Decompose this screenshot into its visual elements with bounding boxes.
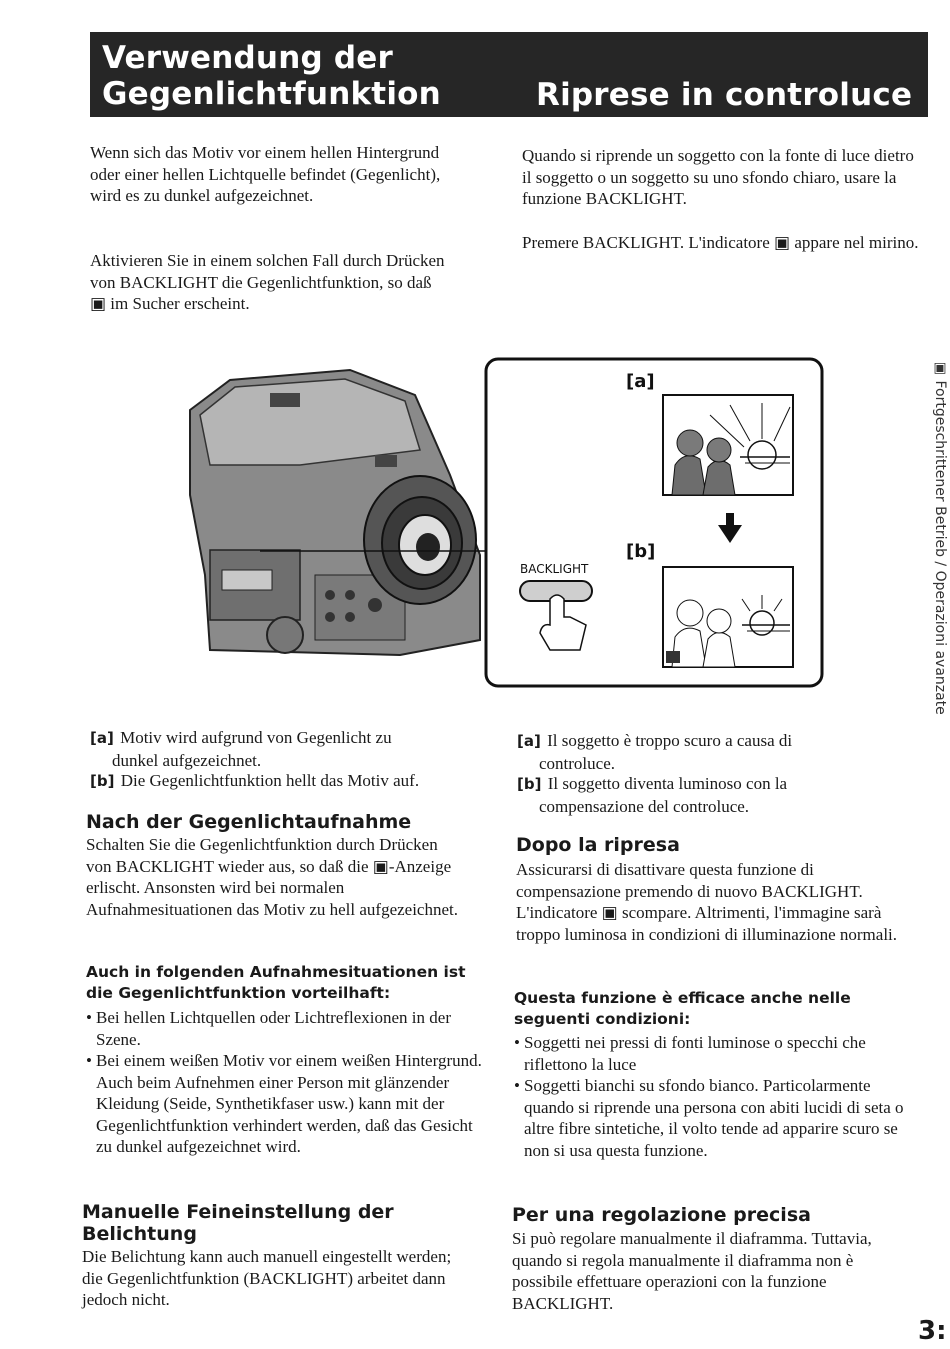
- scene-b-compensated: [663, 567, 793, 667]
- list-item: • Bei hellen Lichtquellen oder Lichtreflexionen in der Szene.: [86, 1007, 484, 1050]
- body-manual-de: Die Belichtung kann auch manuell eingestellt werden; die Gegenlichtfunktion (BACKLIGHT) arbeitet dann jedoch nicht.: [82, 1247, 452, 1309]
- intro-it-paragraph-2: Premere BACKLIGHT. L'indicatore ▣ appare nel mirino.: [522, 233, 919, 252]
- intro-de-paragraph-2: Aktivieren Sie in einem solchen Fall durch Drücken von BACKLIGHT die Gegenlichtfunktion, so daß ▣ im Sucher erscheint.: [90, 251, 445, 313]
- caption-de-a-cont: dunkel aufgezeichnet.: [112, 750, 262, 770]
- page-title-it: Riprese in controluce: [536, 77, 913, 113]
- caption-it-a-cont: controluce.: [539, 753, 615, 773]
- caption-it-a: [517, 730, 897, 774]
- page-title-de: Verwendung der Gegenlichtfunktion: [102, 40, 441, 112]
- list-useful-de: [86, 1007, 484, 1158]
- scene-a-backlit: [663, 395, 793, 495]
- backlight-button-label: BACKLIGHT: [520, 562, 589, 576]
- body-after-de: Schalten Sie die Gegenlichtfunktion durch Drücken von BACKLIGHT wieder aus, so daß die ▣-Anzeige erlischt. Ansonsten wird bei normalen Aufnahmesituationen das Motiv zu hell aufgezeichnet.: [86, 835, 458, 919]
- down-arrow-icon: [718, 513, 742, 543]
- list-useful-it: [514, 1032, 910, 1161]
- illustration-label-a: [a]: [626, 371, 655, 392]
- camcorder-illustration: [190, 370, 480, 655]
- heading-useful-it: Questa funzione è efficace anche nelle seguenti condizioni:: [514, 989, 851, 1028]
- caption-it-a-tag: [a]: [517, 732, 541, 750]
- side-section-label-text: ▣ Fortgeschrittener Betrieb / Operazioni avanzate: [932, 360, 948, 715]
- caption-de-a: [90, 727, 470, 771]
- heading-after-it: Dopo la ripresa: [516, 834, 680, 856]
- heading-manual-it: Per una regolazione precisa: [512, 1204, 811, 1226]
- list-item: • Bei einem weißen Motiv vor einem weißen Hintergrund. Auch beim Aufnehmen einer Person mit glänzender Kleidung (Seide, Synthetikfaser usw.) kann mit der Gegenlichtfunktion verhindert werden, daß das Gesicht zu dunkel aufgezeichnet wird.: [86, 1050, 484, 1158]
- page-number: 3:: [918, 1316, 947, 1346]
- caption-de-a-text: Motiv wird aufgrund von Gegenlicht zu: [120, 728, 392, 747]
- list-item: • Soggetti bianchi su sfondo bianco. Particolarmente quando si riprende una persona con abiti lucidi di seta o altre fibre sintetiche, il volto tende ad apparire scuro se non si usa questa funzione.: [514, 1075, 910, 1161]
- caption-de-b-text: Die Gegenlichtfunktion hellt das Motiv auf.: [120, 771, 420, 790]
- caption-de-a-tag: [a]: [90, 729, 114, 747]
- caption-it-a-text: Il soggetto è troppo scuro a causa di: [547, 731, 793, 750]
- title-banner: [90, 32, 928, 117]
- caption-de-b-tag: [b]: [90, 772, 115, 790]
- intro-it-paragraph-1: Quando si riprende un soggetto con la fonte di luce dietro il soggetto o un soggetto su uno sfondo chiaro, usare la funzione BACKLIGHT.: [522, 146, 914, 208]
- backlight-button-illustration: [520, 562, 592, 650]
- heading-manual-de: Manuelle Feineinstellung der Belichtung: [82, 1201, 394, 1245]
- side-section-label: [930, 360, 950, 740]
- list-item: • Soggetti nei pressi di fonti luminose o specchi che riflettono la luce: [514, 1032, 910, 1075]
- caption-it-b-text: Il soggetto diventa luminoso con la: [547, 774, 788, 793]
- body-after-it: Assicurarsi di disattivare questa funzione di compensazione premendo di nuovo BACKLIGHT. L'indicatore ▣ scompare. Altrimenti, l'immagine sarà troppo luminosa in condizioni di illuminazione normali.: [516, 860, 898, 944]
- illustration-label-b: [b]: [626, 541, 656, 562]
- intro-de-paragraph-1: Wenn sich das Motiv vor einem hellen Hintergrund oder einer hellen Lichtquelle befindet (Gegenlicht), wird es zu dunkel aufgezeichnet.: [90, 143, 441, 205]
- heading-useful-de: Auch in folgenden Aufnahmesituationen ist die Gegenlichtfunktion vorteilhaft:: [86, 963, 466, 1002]
- caption-de-b: [90, 770, 470, 793]
- caption-it-b: [517, 773, 897, 817]
- caption-it-b-cont: compensazione del controluce.: [539, 796, 750, 816]
- backlight-illustration: [150, 355, 830, 690]
- caption-it-b-tag: [b]: [517, 775, 542, 793]
- heading-after-de: Nach der Gegenlichtaufnahme: [86, 811, 412, 833]
- body-manual-it: Si può regolare manualmente il diaframma. Tuttavia, quando si regola manualmente il diaframma non è possibile effettuare operazioni con la funzione BACKLIGHT.: [512, 1229, 872, 1313]
